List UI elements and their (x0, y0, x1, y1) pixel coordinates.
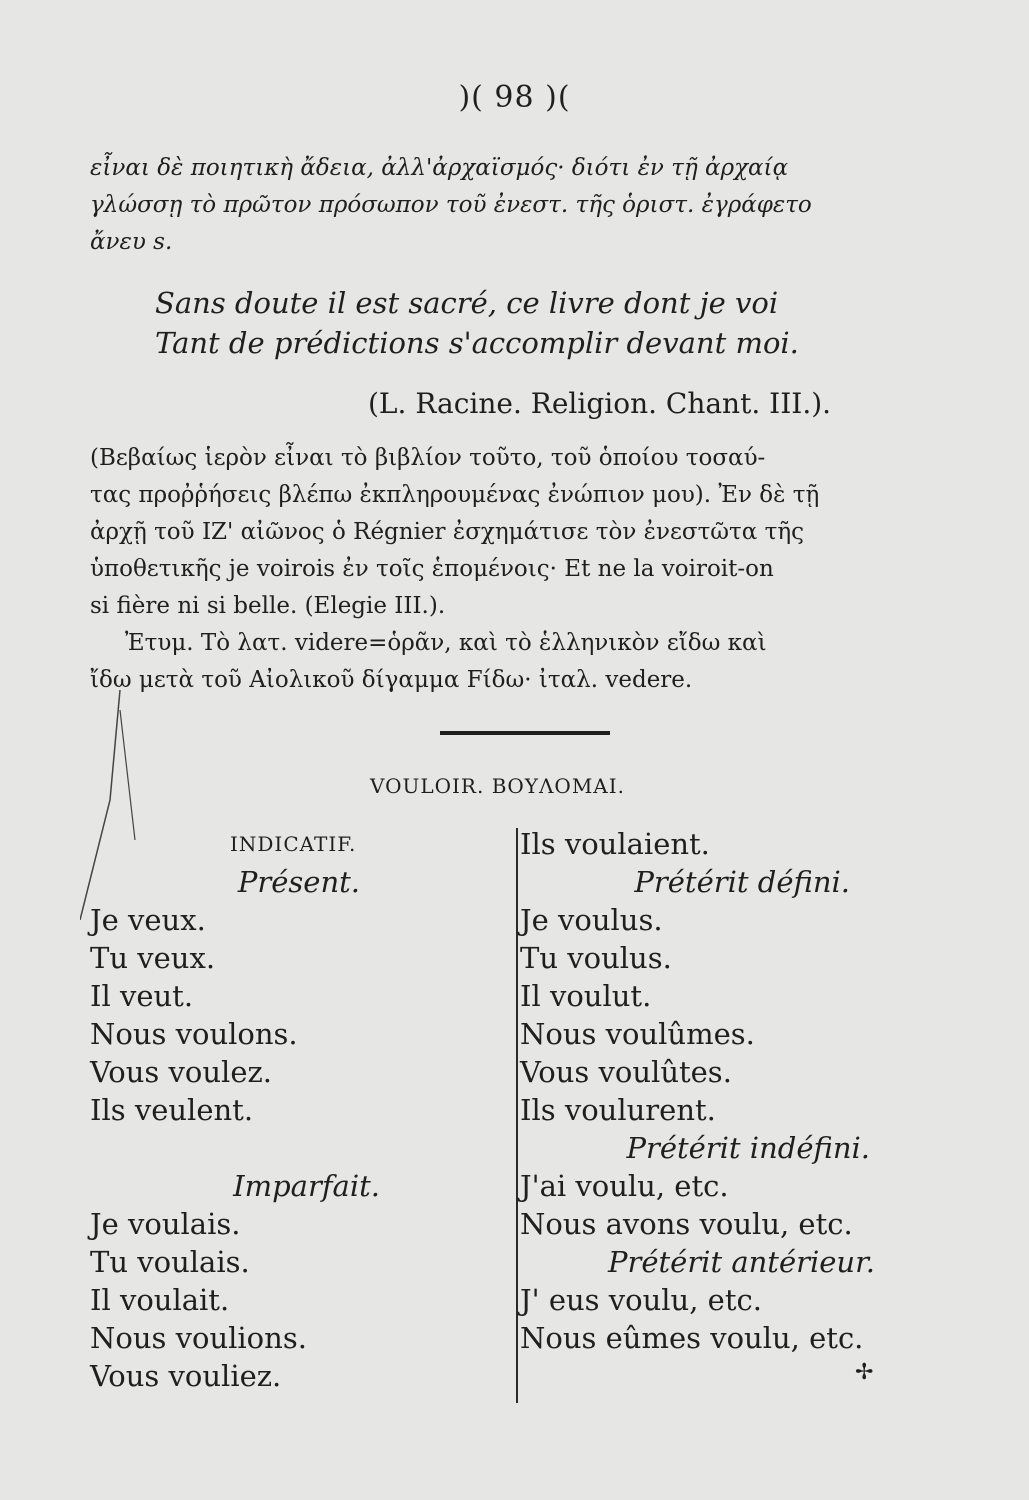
conjugation-line: Je voulais. (90, 1207, 241, 1241)
citation: (L. Racine. Religion. Chant. III.). (368, 387, 832, 420)
verse-line: Tant de prédictions s'accomplir devant moi. (155, 326, 799, 360)
text-line: ἴδω μετὰ τοῦ Αἰολικοῦ δίγαμμα Fίδω· ἰταλ. vedere. (90, 667, 693, 693)
text-line: (Βεβαίως ἱερὸν εἶναι τὸ βιβλίον τοῦτο, τοῦ ὁποίου τοσαύ- (90, 445, 766, 471)
conjugation-line: Il veut. (90, 979, 194, 1013)
text-line: Ἐτυμ. Τὸ λατ. videre=ὁρᾶν, καὶ τὸ ἑλληνικὸν εἴδω καὶ (125, 630, 767, 656)
text-line: ἀρχῇ τοῦ ΙΖ' αἰῶνος ὁ Régnier ἐσχημάτισε τὸν ἐνεστῶτα τῆς (90, 519, 805, 545)
section-heading: VOULOIR. ΒΟΥΛΟΜΑΙ. (370, 774, 626, 798)
pencil-margin-mark (80, 690, 160, 930)
conjugation-line: Tu veux. (90, 941, 216, 975)
mood-label: INDICATIF. (230, 832, 357, 856)
text-line: si fière ni si belle. (Elegie III.). (90, 593, 446, 619)
conjugation-line: Nous eûmes voulu, etc. (520, 1321, 864, 1355)
spacer (90, 1129, 490, 1167)
column-divider (516, 828, 518, 1403)
tense-label-preterit-defini: Prétérit défini. (634, 865, 850, 899)
tense-label-present: Présent. (237, 865, 360, 899)
text-line: ἄνευ s. (90, 229, 173, 255)
conjugation-line: J'ai voulu, etc. (520, 1169, 729, 1203)
conjugation-line: Nous voulons. (90, 1017, 298, 1051)
tense-label-preterit-anterieur: Prétérit antérieur. (607, 1245, 875, 1279)
right-conjugation-column (520, 825, 920, 1357)
conjugation-line: Ils voulaient. (520, 827, 710, 861)
conjugation-line: Tu voulais. (90, 1245, 250, 1279)
conjugation-line: Je voulus. (520, 903, 663, 937)
tense-label-imparfait: Imparfait. (233, 1169, 380, 1203)
conjugation-line: Nous avons voulu, etc. (520, 1207, 853, 1241)
conjugation-line: Ils veulent. (90, 1093, 254, 1127)
conjugation-line: Vous vouliez. (90, 1359, 282, 1393)
text-line: ὑποθετικῆς je voirois ἐν τοῖς ἑπομένοις· Et ne la voiroit-on (90, 556, 774, 582)
greek-paragraph-1 (90, 150, 970, 261)
conjugation-line: Nous voulions. (90, 1321, 307, 1355)
conjugation-line: Tu voulus. (520, 941, 672, 975)
verse-line: Sans doute il est sacré, ce livre dont je voi (155, 286, 779, 320)
conjugation-line: Vous voulûtes. (520, 1055, 732, 1089)
conjugation-line: Il voulut. (520, 979, 652, 1013)
conjugation-line: Il voulait. (90, 1283, 230, 1317)
verse-quote (155, 283, 955, 363)
tense-label-preterit-indefini: Prétérit indéfini. (626, 1131, 870, 1165)
conjugation-line: Vous voulez. (90, 1055, 272, 1089)
conjugation-line: Je veux. (90, 903, 206, 937)
text-line: εἶναι δὲ ποιητικὴ ἄδεια, ἀλλ'ἀρχαϊσμός· διότι ἐν τῇ ἀρχαίᾳ (90, 155, 789, 181)
text-line: γλώσσῃ τὸ πρῶτον πρόσωπον τοῦ ἐνεστ. τῆς ὁριστ. ἐγράφετο (90, 192, 812, 218)
greek-paragraph-2 (90, 440, 970, 699)
conjugation-line: Nous voulûmes. (520, 1017, 755, 1051)
section-divider (440, 731, 610, 735)
text-line: τας προῤῥήσεις βλέπω ἐκπληρουμένας ἐνώπιον μου). Ἐν δὲ τῇ (90, 482, 820, 508)
conjugation-line: Ils voulurent. (520, 1093, 716, 1127)
ink-mark-icon: ✢ (855, 1360, 874, 1385)
conjugation-line: J' eus voulu, etc. (520, 1283, 762, 1317)
page-number-header: )( 98 )( (458, 80, 571, 115)
